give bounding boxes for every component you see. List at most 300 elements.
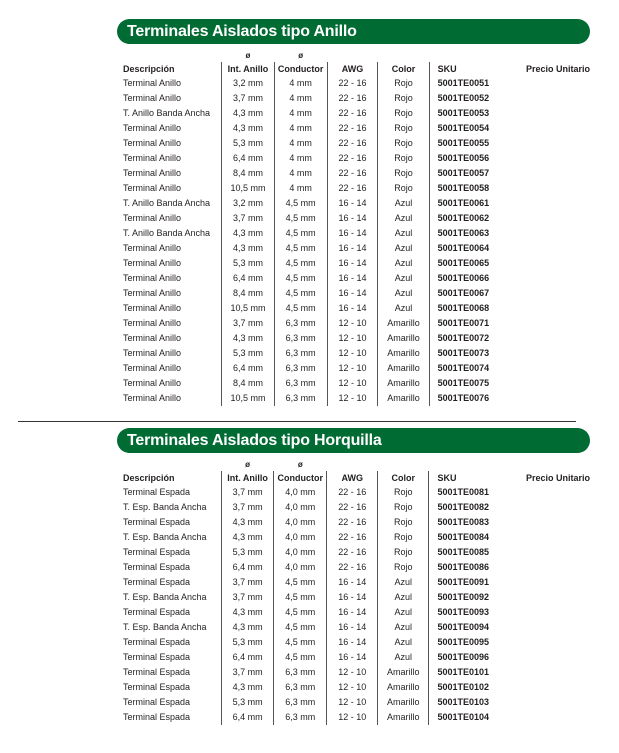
cell-sku: 5001TE0091 <box>429 575 514 590</box>
diameter-symbol: ø <box>245 460 251 469</box>
cell-conductor: 4,5 mm <box>274 605 327 620</box>
table-row <box>123 121 590 136</box>
table-row <box>123 361 590 376</box>
cell-awg: 16 - 14 <box>327 286 378 301</box>
cell-sku: 5001TE0085 <box>429 545 514 560</box>
cell-color: Rojo <box>378 515 429 530</box>
cell-int-anillo: 3,7 mm <box>222 91 274 106</box>
cell-conductor: 4,5 mm <box>274 211 327 226</box>
cell-sku: 5001TE0073 <box>429 346 514 361</box>
cell-descripcion: Terminal Anillo <box>123 78 182 88</box>
cell-int-anillo: 3,7 mm <box>222 211 274 226</box>
cell-descripcion: Terminal Anillo <box>123 213 182 223</box>
cell-precio <box>514 361 590 376</box>
cell-conductor: 4,0 mm <box>274 545 327 560</box>
cell-color: Amarillo <box>378 331 429 346</box>
cell-descripcion: Terminal Espada <box>123 577 191 587</box>
cell-awg: 16 - 14 <box>327 226 378 241</box>
cell-precio <box>514 515 590 530</box>
cell-descripcion: T. Esp. Banda Ancha <box>123 532 207 542</box>
diameter-symbol: ø <box>298 51 304 60</box>
cell-awg: 22 - 16 <box>327 485 378 500</box>
cell-color: Amarillo <box>378 316 429 331</box>
cell-color: Rojo <box>378 136 429 151</box>
cell-sku: 5001TE0064 <box>429 241 514 256</box>
cell-awg: 12 - 10 <box>327 316 378 331</box>
table-row <box>123 545 590 560</box>
cell-precio <box>514 665 590 680</box>
table-row <box>123 500 590 515</box>
cell-precio <box>514 680 590 695</box>
table-row <box>123 106 590 121</box>
cell-precio <box>514 545 590 560</box>
table-row <box>123 166 590 181</box>
cell-sku: 5001TE0053 <box>429 106 514 121</box>
cell-color: Rojo <box>378 560 429 575</box>
cell-precio <box>514 331 590 346</box>
cell-precio <box>514 346 590 361</box>
cell-precio <box>514 271 590 286</box>
table-row <box>123 620 590 635</box>
cell-sku: 5001TE0102 <box>429 680 514 695</box>
cell-int-anillo: 4,3 mm <box>221 605 273 620</box>
cell-color: Azul <box>378 196 429 211</box>
cell-descripcion: Terminal Anillo <box>123 348 182 358</box>
cell-int-anillo: 5,3 mm <box>222 136 274 151</box>
table-row <box>123 346 590 361</box>
cell-conductor: 4,5 mm <box>274 196 327 211</box>
cell-int-anillo: 8,4 mm <box>222 166 274 181</box>
table-row <box>123 560 590 575</box>
cell-awg: 22 - 16 <box>327 121 378 136</box>
cell-sku: 5001TE0092 <box>429 590 514 605</box>
cell-awg: 16 - 14 <box>327 590 378 605</box>
cell-descripcion: Terminal Anillo <box>123 333 182 343</box>
cell-color: Azul <box>378 635 429 650</box>
table-row <box>123 515 590 530</box>
cell-int-anillo: 10,5 mm <box>222 391 274 406</box>
cell-int-anillo: 3,2 mm <box>222 196 274 211</box>
cell-sku: 5001TE0076 <box>429 391 514 406</box>
diameter-symbol: ø <box>297 460 303 469</box>
cell-awg: 16 - 14 <box>327 620 378 635</box>
cell-color: Azul <box>378 301 429 316</box>
cell-sku: 5001TE0101 <box>429 665 514 680</box>
cell-int-anillo: 3,7 mm <box>221 500 273 515</box>
col-header-awg: AWG <box>327 471 378 485</box>
cell-sku: 5001TE0056 <box>429 151 514 166</box>
cell-int-anillo: 6,4 mm <box>221 560 273 575</box>
cell-color: Azul <box>378 241 429 256</box>
table-row <box>123 376 590 391</box>
cell-awg: 22 - 16 <box>327 560 378 575</box>
table-row <box>123 331 590 346</box>
cell-int-anillo: 6,4 mm <box>221 650 273 665</box>
cell-precio <box>514 196 590 211</box>
cell-precio <box>514 316 590 331</box>
cell-awg: 16 - 14 <box>327 241 378 256</box>
cell-awg: 12 - 10 <box>327 710 378 725</box>
cell-conductor: 4,0 mm <box>274 530 327 545</box>
cell-awg: 16 - 14 <box>327 575 378 590</box>
col-header-color: Color <box>378 62 429 76</box>
cell-color: Azul <box>378 286 429 301</box>
table-row <box>123 695 590 710</box>
cell-awg: 12 - 10 <box>327 331 378 346</box>
table-row <box>123 271 590 286</box>
cell-sku: 5001TE0051 <box>429 76 514 91</box>
cell-precio <box>514 500 590 515</box>
cell-color: Amarillo <box>378 665 429 680</box>
cell-int-anillo: 10,5 mm <box>222 181 274 196</box>
cell-awg: 22 - 16 <box>327 545 378 560</box>
cell-int-anillo: 3,7 mm <box>221 575 273 590</box>
col-header-int-anillo: Int. Anillo <box>222 62 274 76</box>
cell-color: Azul <box>378 271 429 286</box>
cell-precio <box>514 301 590 316</box>
cell-awg: 16 - 14 <box>327 301 378 316</box>
table-row <box>123 650 590 665</box>
col-header-descripcion: Descripción <box>123 64 175 74</box>
cell-precio <box>514 226 590 241</box>
cell-int-anillo: 3,7 mm <box>221 485 273 500</box>
col-header-descripcion: Descripción <box>123 473 175 483</box>
cell-precio <box>514 286 590 301</box>
table-row <box>123 635 590 650</box>
cell-conductor: 6,3 mm <box>274 361 327 376</box>
cell-descripcion: T. Esp. Banda Ancha <box>123 622 207 632</box>
cell-precio <box>514 91 590 106</box>
cell-color: Rojo <box>378 545 429 560</box>
cell-awg: 16 - 14 <box>327 650 378 665</box>
cell-conductor: 4 mm <box>274 121 327 136</box>
col-header-color: Color <box>378 471 429 485</box>
cell-precio <box>514 695 590 710</box>
cell-conductor: 4 mm <box>274 76 327 91</box>
table-row <box>123 91 590 106</box>
cell-sku: 5001TE0094 <box>429 620 514 635</box>
cell-descripcion: Terminal Espada <box>123 547 191 557</box>
col-header-int-anillo: Int. Anillo <box>221 471 273 485</box>
cell-precio <box>514 76 590 91</box>
table-row <box>123 226 590 241</box>
cell-descripcion: T. Anillo Banda Ancha <box>123 198 211 208</box>
table-row <box>123 575 590 590</box>
cell-color: Rojo <box>378 485 429 500</box>
cell-descripcion: Terminal Anillo <box>123 318 182 328</box>
cell-sku: 5001TE0095 <box>429 635 514 650</box>
anillo-rows <box>123 76 590 406</box>
cell-descripcion: Terminal Anillo <box>123 138 182 148</box>
cell-conductor: 6,3 mm <box>274 391 327 406</box>
cell-int-anillo: 8,4 mm <box>222 376 274 391</box>
cell-descripcion: Terminal Espada <box>123 487 191 497</box>
cell-sku: 5001TE0071 <box>429 316 514 331</box>
cell-precio <box>514 530 590 545</box>
table-row <box>123 710 590 725</box>
cell-descripcion: Terminal Espada <box>123 697 191 707</box>
cell-color: Rojo <box>378 121 429 136</box>
horquilla-table <box>123 459 590 725</box>
cell-descripcion: Terminal Anillo <box>123 378 182 388</box>
cell-precio <box>514 485 590 500</box>
cell-int-anillo: 3,7 mm <box>221 665 273 680</box>
cell-int-anillo: 4,3 mm <box>221 680 273 695</box>
cell-descripcion: Terminal Anillo <box>123 168 182 178</box>
cell-conductor: 4,5 mm <box>274 590 327 605</box>
header-row <box>123 471 590 485</box>
cell-int-anillo: 4,3 mm <box>222 241 274 256</box>
header-symbol-row <box>123 50 590 62</box>
cell-descripcion: Terminal Espada <box>123 562 191 572</box>
cell-int-anillo: 5,3 mm <box>221 695 273 710</box>
cell-descripcion: Terminal Espada <box>123 682 191 692</box>
cell-awg: 22 - 16 <box>327 151 378 166</box>
cell-descripcion: T. Esp. Banda Ancha <box>123 592 207 602</box>
cell-awg: 16 - 14 <box>327 635 378 650</box>
cell-conductor: 4 mm <box>274 151 327 166</box>
cell-conductor: 4,0 mm <box>274 485 327 500</box>
cell-conductor: 4,5 mm <box>274 301 327 316</box>
cell-awg: 22 - 16 <box>327 106 378 121</box>
cell-descripcion: Terminal Anillo <box>123 183 182 193</box>
cell-int-anillo: 3,2 mm <box>222 76 274 91</box>
cell-conductor: 6,3 mm <box>274 680 327 695</box>
cell-precio <box>514 620 590 635</box>
col-header-conductor: Conductor <box>274 62 327 76</box>
table-row <box>123 665 590 680</box>
cell-conductor: 4 mm <box>274 136 327 151</box>
cell-conductor: 6,3 mm <box>274 710 327 725</box>
cell-int-anillo: 8,4 mm <box>222 286 274 301</box>
cell-int-anillo: 6,4 mm <box>221 710 273 725</box>
cell-descripcion: Terminal Espada <box>123 517 191 527</box>
cell-int-anillo: 4,3 mm <box>222 106 274 121</box>
cell-color: Rojo <box>378 91 429 106</box>
cell-sku: 5001TE0061 <box>429 196 514 211</box>
table-row <box>123 286 590 301</box>
cell-int-anillo: 10,5 mm <box>222 301 274 316</box>
cell-int-anillo: 6,4 mm <box>222 271 274 286</box>
table-row <box>123 485 590 500</box>
table-row <box>123 605 590 620</box>
cell-color: Amarillo <box>378 680 429 695</box>
cell-descripcion: T. Anillo Banda Ancha <box>123 228 211 238</box>
cell-awg: 12 - 10 <box>327 680 378 695</box>
cell-descripcion: Terminal Anillo <box>123 363 182 373</box>
cell-conductor: 4,5 mm <box>274 575 327 590</box>
cell-awg: 16 - 14 <box>327 196 378 211</box>
table-row <box>123 590 590 605</box>
cell-awg: 22 - 16 <box>327 166 378 181</box>
cell-sku: 5001TE0075 <box>429 376 514 391</box>
cell-color: Amarillo <box>378 695 429 710</box>
cell-int-anillo: 5,3 mm <box>221 545 273 560</box>
cell-descripcion: Terminal Espada <box>123 712 191 722</box>
cell-awg: 16 - 14 <box>327 256 378 271</box>
cell-sku: 5001TE0093 <box>429 605 514 620</box>
cell-int-anillo: 3,7 mm <box>222 316 274 331</box>
cell-descripcion: Terminal Anillo <box>123 393 182 403</box>
table-row <box>123 256 590 271</box>
cell-descripcion: Terminal Anillo <box>123 123 182 133</box>
cell-conductor: 4 mm <box>274 166 327 181</box>
cell-color: Azul <box>378 256 429 271</box>
cell-descripcion: Terminal Espada <box>123 607 191 617</box>
cell-descripcion: Terminal Espada <box>123 667 191 677</box>
table-row <box>123 680 590 695</box>
cell-precio <box>514 635 590 650</box>
cell-color: Rojo <box>378 151 429 166</box>
horquilla-rows <box>123 485 590 725</box>
cell-conductor: 4,5 mm <box>274 271 327 286</box>
cell-precio <box>514 590 590 605</box>
cell-color: Azul <box>378 226 429 241</box>
cell-descripcion: Terminal Anillo <box>123 153 182 163</box>
cell-color: Azul <box>378 211 429 226</box>
header-symbol-row <box>123 459 590 471</box>
cell-conductor: 4,5 mm <box>274 241 327 256</box>
cell-conductor: 4,0 mm <box>274 515 327 530</box>
section-horquilla <box>117 428 590 728</box>
cell-precio <box>514 605 590 620</box>
cell-sku: 5001TE0055 <box>429 136 514 151</box>
cell-int-anillo: 4,3 mm <box>222 226 274 241</box>
diameter-symbol: ø <box>245 51 251 60</box>
cell-precio <box>514 391 590 406</box>
cell-descripcion: Terminal Anillo <box>123 93 182 103</box>
col-header-conductor: Conductor <box>274 471 327 485</box>
table-row <box>123 76 590 91</box>
cell-precio <box>514 166 590 181</box>
cell-precio <box>514 376 590 391</box>
cell-color: Azul <box>378 605 429 620</box>
cell-precio <box>514 136 590 151</box>
cell-color: Rojo <box>378 106 429 121</box>
cell-precio <box>514 106 590 121</box>
cell-sku: 5001TE0084 <box>429 530 514 545</box>
cell-color: Amarillo <box>378 391 429 406</box>
section-title-banner: Terminales Aislados tipo Horquilla <box>117 428 590 453</box>
cell-awg: 12 - 10 <box>327 376 378 391</box>
cell-sku: 5001TE0072 <box>429 331 514 346</box>
cell-precio <box>514 256 590 271</box>
cell-int-anillo: 4,3 mm <box>221 530 273 545</box>
cell-descripcion: T. Anillo Banda Ancha <box>123 108 211 118</box>
cell-precio <box>514 181 590 196</box>
cell-conductor: 4 mm <box>274 106 327 121</box>
cell-int-anillo: 4,3 mm <box>221 515 273 530</box>
anillo-table <box>123 50 590 406</box>
cell-color: Amarillo <box>378 376 429 391</box>
table-row <box>123 301 590 316</box>
table-row <box>123 196 590 211</box>
cell-color: Rojo <box>378 500 429 515</box>
cell-color: Amarillo <box>378 361 429 376</box>
cell-descripcion: T. Esp. Banda Ancha <box>123 502 207 512</box>
cell-precio <box>514 121 590 136</box>
table-row <box>123 241 590 256</box>
cell-conductor: 6,3 mm <box>274 331 327 346</box>
section-title-banner: Terminales Aislados tipo Anillo <box>117 19 590 44</box>
cell-conductor: 4,0 mm <box>274 500 327 515</box>
cell-color: Amarillo <box>378 346 429 361</box>
cell-sku: 5001TE0058 <box>429 181 514 196</box>
cell-awg: 16 - 14 <box>327 211 378 226</box>
cell-int-anillo: 5,3 mm <box>222 256 274 271</box>
cell-precio <box>514 151 590 166</box>
table-row <box>123 136 590 151</box>
cell-color: Amarillo <box>378 710 429 725</box>
table-row <box>123 181 590 196</box>
cell-awg: 12 - 10 <box>327 361 378 376</box>
cell-conductor: 4,5 mm <box>274 256 327 271</box>
table-row <box>123 530 590 545</box>
cell-precio <box>514 241 590 256</box>
cell-descripcion: Terminal Anillo <box>123 243 182 253</box>
cell-conductor: 4,5 mm <box>274 226 327 241</box>
cell-sku: 5001TE0074 <box>429 361 514 376</box>
cell-conductor: 4,5 mm <box>274 635 327 650</box>
cell-sku: 5001TE0063 <box>429 226 514 241</box>
cell-sku: 5001TE0062 <box>429 211 514 226</box>
col-header-sku: SKU <box>429 471 514 485</box>
cell-conductor: 4 mm <box>274 181 327 196</box>
cell-int-anillo: 5,3 mm <box>222 346 274 361</box>
cell-int-anillo: 6,4 mm <box>222 151 274 166</box>
cell-descripcion: Terminal Anillo <box>123 303 182 313</box>
cell-awg: 16 - 14 <box>327 605 378 620</box>
cell-int-anillo: 4,3 mm <box>222 331 274 346</box>
cell-sku: 5001TE0068 <box>429 301 514 316</box>
cell-conductor: 6,3 mm <box>274 346 327 361</box>
cell-sku: 5001TE0054 <box>429 121 514 136</box>
section-divider <box>18 421 576 422</box>
cell-precio <box>514 211 590 226</box>
cell-awg: 16 - 14 <box>327 271 378 286</box>
cell-awg: 12 - 10 <box>327 391 378 406</box>
cell-color: Rojo <box>378 166 429 181</box>
col-header-sku: SKU <box>429 62 514 76</box>
cell-descripcion: Terminal Anillo <box>123 273 182 283</box>
cell-color: Rojo <box>378 530 429 545</box>
col-header-awg: AWG <box>327 62 378 76</box>
cell-awg: 22 - 16 <box>327 136 378 151</box>
cell-awg: 22 - 16 <box>327 530 378 545</box>
cell-int-anillo: 4,3 mm <box>221 620 273 635</box>
cell-precio <box>514 575 590 590</box>
cell-int-anillo: 4,3 mm <box>222 121 274 136</box>
cell-sku: 5001TE0067 <box>429 286 514 301</box>
cell-sku: 5001TE0052 <box>429 91 514 106</box>
cell-int-anillo: 5,3 mm <box>221 635 273 650</box>
cell-descripcion: Terminal Anillo <box>123 288 182 298</box>
cell-conductor: 4,5 mm <box>274 286 327 301</box>
cell-color: Rojo <box>378 76 429 91</box>
cell-conductor: 6,3 mm <box>274 376 327 391</box>
cell-int-anillo: 3,7 mm <box>221 590 273 605</box>
table-row <box>123 391 590 406</box>
cell-awg: 12 - 10 <box>327 695 378 710</box>
cell-sku: 5001TE0103 <box>429 695 514 710</box>
cell-color: Rojo <box>378 181 429 196</box>
header-row <box>123 62 590 76</box>
cell-precio <box>514 650 590 665</box>
cell-sku: 5001TE0081 <box>429 485 514 500</box>
section-anillo <box>117 19 590 404</box>
cell-awg: 22 - 16 <box>327 76 378 91</box>
cell-conductor: 4,5 mm <box>274 650 327 665</box>
